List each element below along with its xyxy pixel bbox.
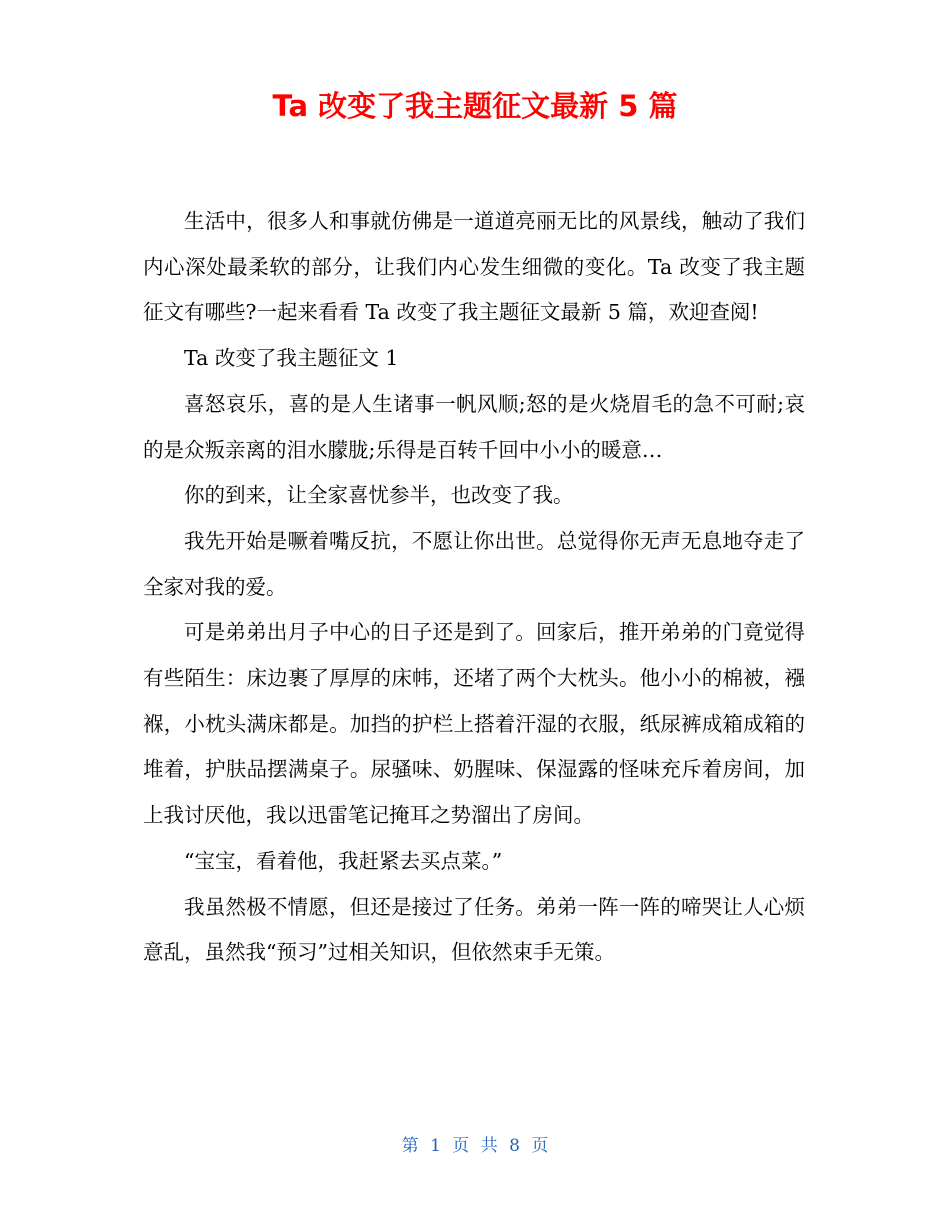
paragraph: 我先开始是噘着嘴反抗，不愿让你出世。总觉得你无声无息地夺走了全家对我的爱。 [143,528,805,599]
document-title: Ta 改变了我主题征文最新 5 篇 [272,89,678,123]
section-heading: Ta 改变了我主题征文 1 [184,346,399,371]
paragraph: 你的到来，让全家喜忧参半，也改变了我。 [184,483,574,508]
paragraph: 喜怒哀乐，喜的是人生诸事一帆风顺;怒的是火烧眉毛的急不可耐;哀的是众叛亲离的泪水朦胧;乐得是百转千回中小小的暖意… [143,391,805,462]
paragraph-quote: “宝宝，看着他，我赶紧去买点菜。” [184,848,503,873]
page-number-footer: 第 1 页 共 8 页 [401,1136,549,1156]
document-body [143,199,805,976]
paragraph: 可是弟弟出月子中心的日子还是到了。回家后，推开弟弟的门竟觉得有些陌生：床边裹了厚厚的床帏，还堵了两个大枕头。他小小的棉被，襁褓，小枕头满床都是。加挡的护栏上搭着汗湿的衣服，纸尿裤成箱成箱的堆着，护肤品摆满桌子。尿骚味、奶腥味、保湿露的怪味充斥着房间，加上我讨厌他，我以迅雷笔记掩耳之势溜出了房间。 [143,620,805,828]
paragraph-intro: 生活中，很多人和事就仿佛是一道道亮丽无比的风景线，触动了我们内心深处最柔软的部分，让我们内心发生细微的变化。Ta 改变了我主题征文有哪些?一起来看看 Ta 改变了我主题征文最新 5 篇，欢迎查阅! [143,209,805,325]
paragraph: 我虽然极不情愿，但还是接过了任务。弟弟一阵一阵的啼哭让人心烦意乱，虽然我“预习”过相关知识，但依然束手无策。 [143,894,805,965]
